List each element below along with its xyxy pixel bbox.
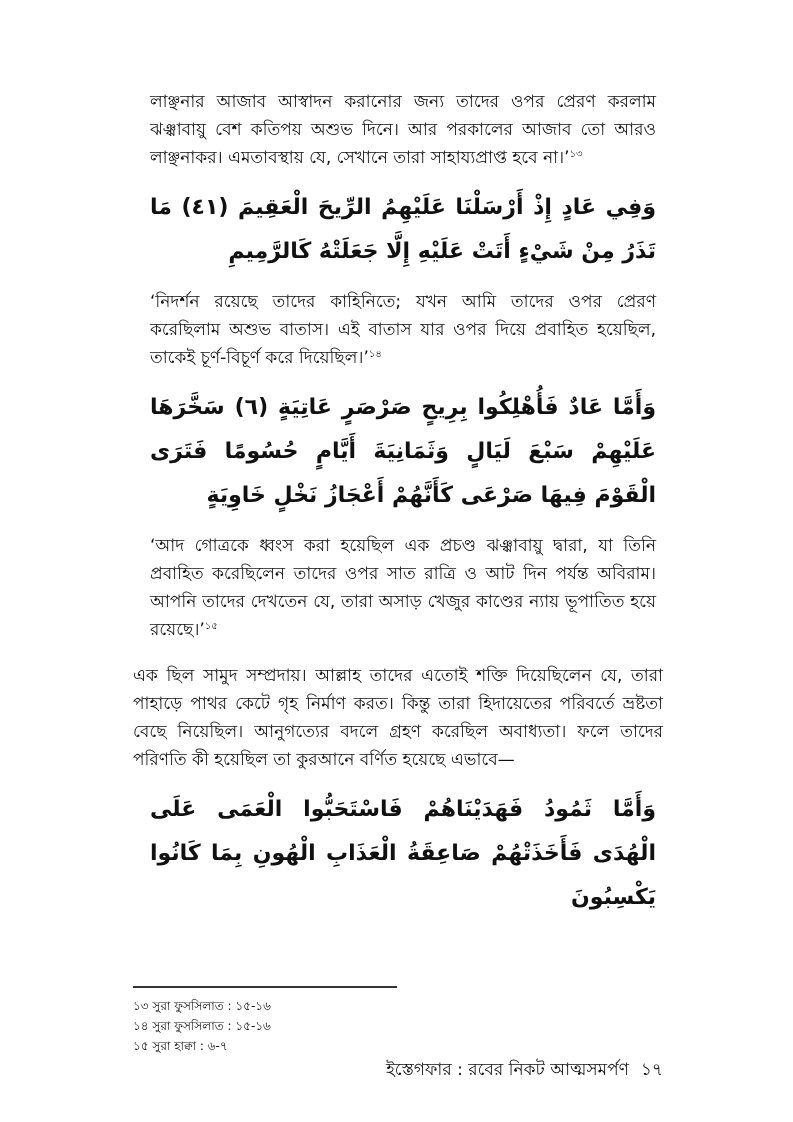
page-spacer bbox=[133, 934, 663, 986]
footnote-ref: ১৩ bbox=[569, 149, 583, 160]
footnote-separator bbox=[133, 986, 397, 988]
translation-paragraph-3 bbox=[150, 532, 656, 644]
page-number: ১৭ bbox=[640, 1060, 663, 1080]
translation-paragraph-1 bbox=[150, 88, 656, 172]
paragraph-text: ‘আদ গোত্রকে ধ্বংস করা হয়েছিল এক প্রচণ্ড ঝঞ্ঝাবায়ু দ্বারা, যা তিনি প্রবাহিত করেছিলেন তাদের ওপর সাত রাত্রি ও আট দিন পর্যন্ত অবিরাম। আপনি তাদের দেখতেন যে, তারা অসাড় খেজুর কাণ্ডের ন্যায় ভূপাতিত হয়ে রয়েছে।’ bbox=[150, 536, 656, 640]
footnote-ref: ১৫ bbox=[204, 621, 218, 632]
body-paragraph bbox=[133, 662, 663, 774]
arabic-verse-1 bbox=[150, 186, 656, 274]
arabic-verse-2 bbox=[150, 386, 656, 518]
running-title: ইস্তেগফার : রবের নিকট আত্মসমর্পণ bbox=[385, 1060, 629, 1080]
arabic-verse-3 bbox=[150, 788, 656, 920]
footnote-13: ১৩ সুরা ফুসসিলাত : ১৫-১৬ bbox=[133, 999, 271, 1013]
arabic-text: وَأَمَّا ثَمُودُ فَهَدَيْنَاهُمْ فَاسْتَحَبُّوا الْعَمَى عَلَى الْهُدَى فَأَخَذَتْهُمْ صَاعِقَةُ الْعَذَابِ الْهُونِ بِمَا كَانُوا يَكْسِبُونَ bbox=[150, 797, 656, 910]
page-footer bbox=[133, 1058, 663, 1082]
arabic-text: وَفِي عَادٍ إِذْ أَرْسَلْنَا عَلَيْهِمُ الرِّيحَ الْعَقِيمَ (٤١) مَا تَذَرُ مِنْ شَيْءٍ أَتَتْ عَلَيْهِ إِلَّا جَعَلَتْهُ كَالرَّمِيمِ bbox=[150, 195, 656, 264]
translation-paragraph-2 bbox=[150, 288, 656, 372]
arabic-text: وَأَمَّا عَادٌ فَأُهْلِكُوا بِرِيحٍ صَرْصَرٍ عَاتِيَةٍ (٦) سَخَّرَهَا عَلَيْهِمْ سَبْعَ لَيَالٍ وَثَمَانِيَةَ أَيَّامٍ حُسُومًا فَتَرَى الْقَوْمَ فِيهَا صَرْعَى كَأَنَّهُمْ أَعْجَازُ نَخْلٍ خَاوِيَةٍ bbox=[150, 395, 656, 508]
paragraph-text: এক ছিল সামুদ সম্প্রদায়। আল্লাহ তাদের এতোই শক্তি দিয়েছিলেন যে, তারা পাহাড়ে পাথর কেটে গৃহ নির্মাণ করত। কিন্তু তারা হিদায়েতের পরিবর্তে ভ্রষ্টতা বেছে নিয়েছিল। আনুগত্যের বদলে গ্রহণ করেছিল অবাধ্যতা। ফলে তাদের পরিণতি কী হয়েছিল তা কুরআনে বর্ণিত হয়েছে এভাবে— bbox=[133, 666, 663, 770]
footnote-15: ১৫ সুরা হাক্বা : ৬-৭ bbox=[133, 1039, 228, 1053]
paragraph-text: ‘নিদর্শন রয়েছে তাদের কাহিনিতে; যখন আমি তাদের ওপর প্রেরণ করেছিলাম অশুভ বাতাস। এই বাতাস যার ওপর দিয়ে প্রবাহিত হয়েছিল, তাকেই চূর্ণ-বিচূর্ণ করে দিয়েছিল।’ bbox=[150, 292, 656, 368]
page-bottom bbox=[133, 986, 663, 1082]
paragraph-text: লাঞ্ছনার আজাব আস্বাদন করানোর জন্য তাদের ওপর প্রেরণ করলাম ঝঞ্ঝাবায়ু বেশ কতিপয় অশুভ দিনে। আর পরকালের আজাব তো আরও লাঞ্ছনাকর। এমতাবস্থায় যে, সেখানে তারা সাহায্যপ্রাপ্ত হবে না।’ bbox=[150, 92, 656, 168]
footnote-ref: ১৪ bbox=[368, 349, 382, 360]
footnote-14: ১৪ সুরা ফুসসিলাত : ১৫-১৬ bbox=[133, 1019, 271, 1033]
